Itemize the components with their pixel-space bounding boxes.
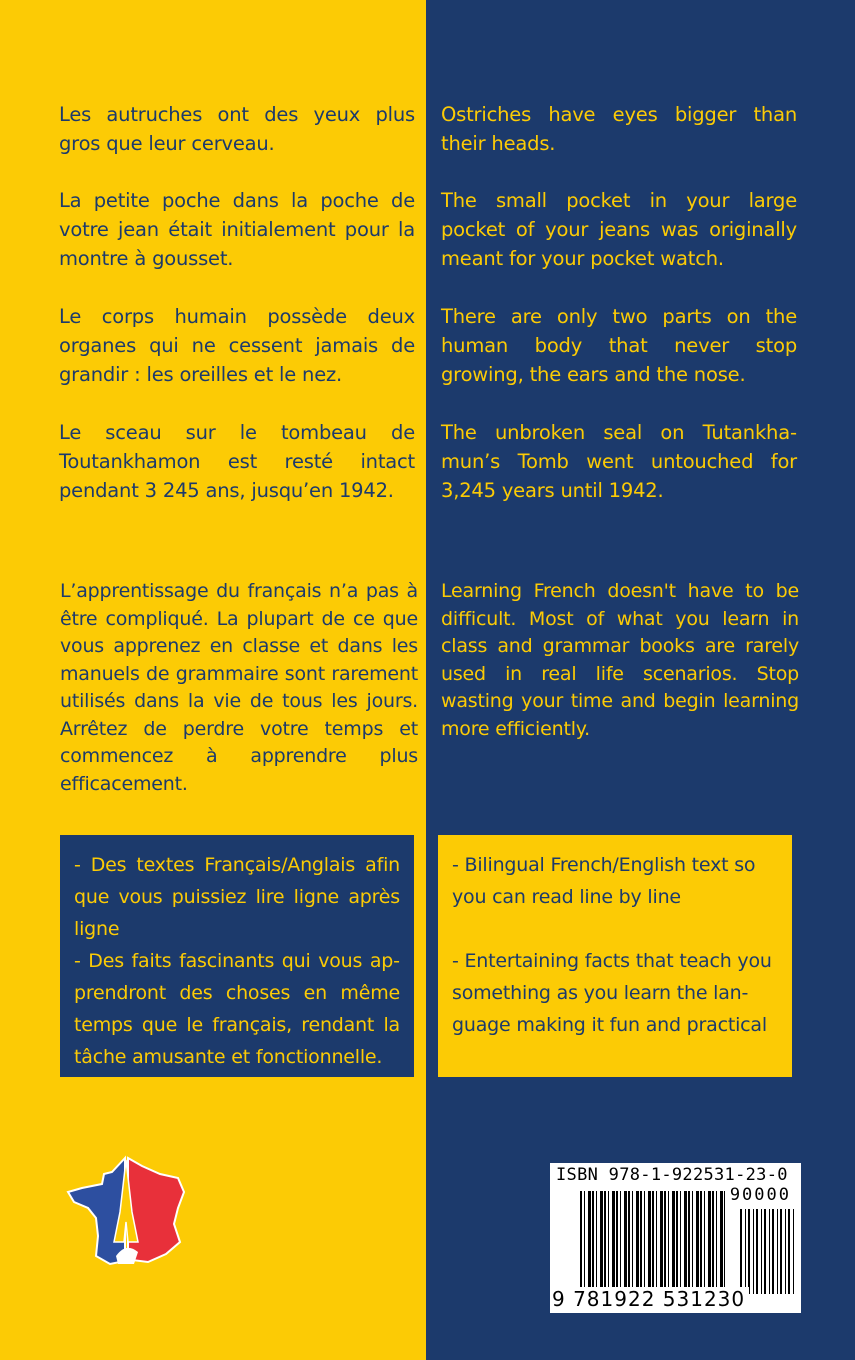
intro-en: Learning French doesn't have to be difficult. Most of what you learn in class and grammar books are rarely used in real life scenarios. Stop wasting your time and begin learning more efficiently. (441, 580, 799, 740)
fact-en-3: There are only two parts on the human body that never stop growing, the ears and the nose. (441, 305, 797, 386)
barcode-number: 9 781922 531230 (552, 1287, 749, 1311)
fact-en-1: Ostriches have eyes bigger than their heads. (441, 103, 797, 155)
feature-en-2: - Entertaining facts that teach you something as you learn the language making it fun and practical (452, 950, 772, 1036)
isbn-barcode (550, 1163, 801, 1313)
features-box-en (438, 835, 792, 1077)
fact-fr-1: Les autruches ont des yeux plus gros que leur cerveau. (59, 103, 415, 155)
feature-fr-2: - Des faits fascinants qui vous apprendront des choses en même temps que le français, rendant la tâche amusante et fonctionnelle. (74, 950, 400, 1068)
price-barcode-bars (740, 1209, 796, 1294)
france-map-eiffel-logo (62, 1152, 192, 1272)
fact-en-4: The unbroken seal on Tutankhamun’s Tomb went untouched for 3,245 years until 1942. (441, 421, 797, 502)
intro-fr: L’apprentissage du français n’a pas à être compliqué. La plupart de ce que vous apprenez en classe et dans les manuels de grammaire sont rarement utilisés dans la vie de tous les jours. Arrêtez de perdre votre temps et commencez à apprendre plus efficacement. (60, 580, 418, 795)
feature-en-1: - Bilingual French/English text so you can read line by line (452, 854, 756, 908)
fact-en-2: The small pocket in your large pocket of your jeans was originally meant for your pocket watch. (441, 189, 797, 270)
price-code: 90000 (729, 1185, 791, 1205)
features-box-fr (60, 835, 414, 1077)
isbn-text: ISBN 978-1-922531-23-0 (556, 1165, 788, 1185)
feature-fr-1: - Des textes Français/Anglais afin que vous puissiez lire ligne après ligne (74, 854, 400, 940)
fact-fr-3: Le corps humain possède deux organes qui ne cessent jamais de grandir : les oreilles et le nez. (59, 305, 415, 386)
fact-fr-4: Le sceau sur le tombeau de Toutankhamon est resté intact pendant 3 245 ans, jusqu’en 1942. (59, 421, 415, 502)
fact-fr-2: La petite poche dans la poche de votre jean était initialement pour la montre à gousset. (59, 189, 415, 270)
